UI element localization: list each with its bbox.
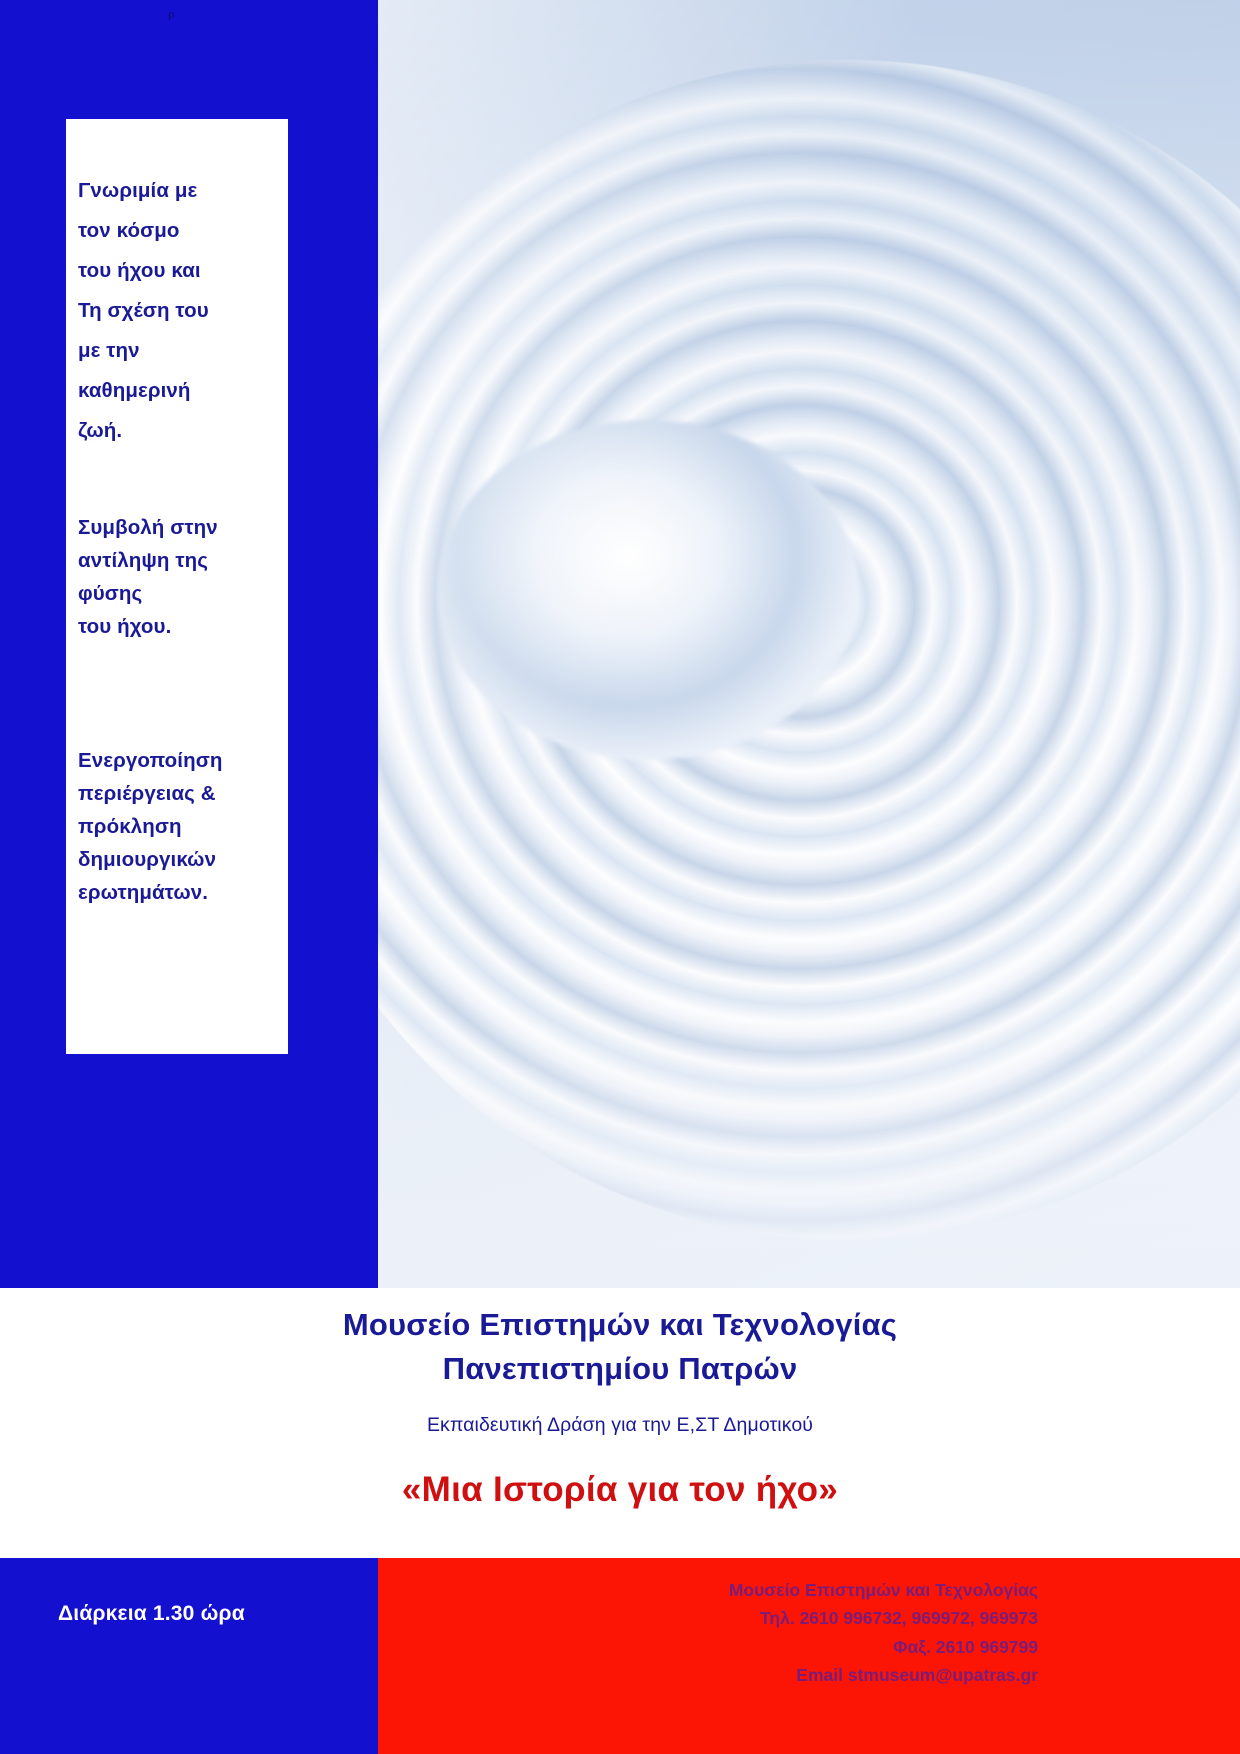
- contact-line: Email stmuseum@upatras.gr: [796, 1665, 1038, 1686]
- highlight-line: φύσης: [78, 582, 143, 606]
- panel-spacer: [78, 451, 270, 511]
- museum-name-line-1: Μουσείο Επιστημών και Τεχνολογίας: [342, 1307, 898, 1342]
- footer-blue-block: [0, 1558, 378, 1754]
- highlight-line: Συμβολή στην: [78, 515, 218, 539]
- duration-label: Διάρκεια 1.30 ώρα: [58, 1602, 245, 1625]
- highlight-line: ερωτημάτων.: [78, 881, 209, 905]
- highlight-line: Ενεργοποίηση: [78, 748, 223, 772]
- highlight-line: αντίληψη της: [78, 548, 208, 572]
- activity-subtitle: Εκπαιδευτική Δράση για την Ε,ΣΤ Δημοτικού: [426, 1414, 814, 1437]
- contact-line: Μουσείο Επιστημών και Τεχνολογίας: [728, 1580, 1038, 1600]
- contact-info: [729, 1576, 1038, 1689]
- highlight-block-1: [78, 171, 270, 451]
- stray-glyph: ρ: [168, 6, 175, 21]
- highlight-line: τον κόσμο: [78, 218, 180, 242]
- water-ripple-image: [378, 0, 1240, 1288]
- highlight-block-2: [78, 511, 270, 644]
- highlight-line: Γνωριμία με: [78, 179, 198, 202]
- contact-line: Τηλ. 2610 996732, 969972, 969973: [760, 1608, 1038, 1629]
- highlight-line: του ήχου και: [78, 258, 201, 282]
- footer-section: [0, 1558, 1240, 1754]
- museum-name-line-2: Πανεπιστημίου Πατρών: [442, 1351, 798, 1387]
- activity-headline: «Μια Ιστορία για τον ήχο»: [401, 1470, 839, 1510]
- highlight-line: του ήχου.: [78, 615, 172, 639]
- contact-line: Φαξ. 2610 969799: [893, 1636, 1038, 1657]
- highlight-line: Τη σχέση του: [78, 298, 209, 322]
- highlight-line: με την: [78, 338, 140, 362]
- highlight-line: καθημερινή: [78, 378, 191, 402]
- panel-spacer: [78, 644, 270, 744]
- highlight-line: ζωή.: [78, 418, 123, 442]
- highlight-line: δημιουργικών: [78, 848, 217, 872]
- ripple-sheen: [378, 0, 1240, 1288]
- highlight-block-3: [78, 744, 270, 910]
- highlight-line: περιέργειας &: [78, 781, 216, 805]
- highlights-panel: [66, 119, 288, 1054]
- title-section: [0, 1288, 1240, 1558]
- highlight-line: πρόκληση: [78, 815, 182, 838]
